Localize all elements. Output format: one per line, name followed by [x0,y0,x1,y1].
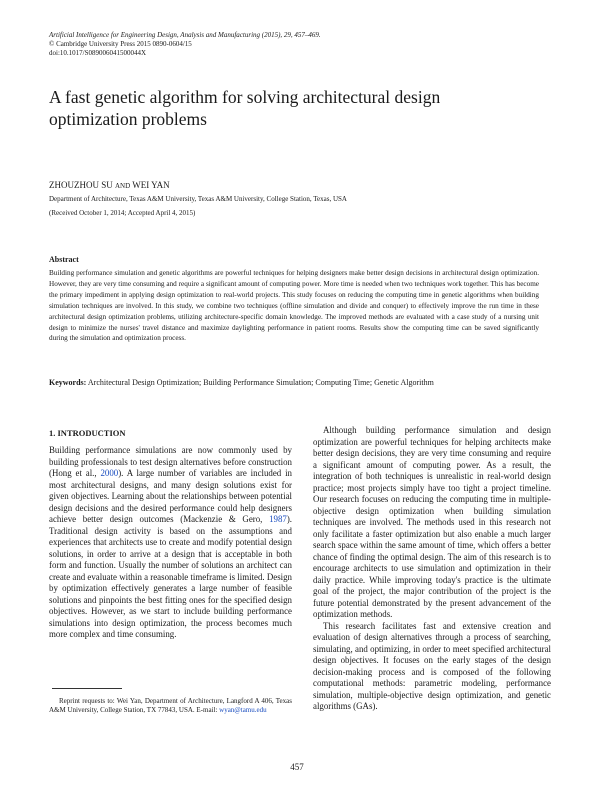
keywords-text: Architectural Design Optimization; Building Performance Simulation; Computing Time; Genetic Algorithm [87,378,434,387]
intro-text-c: ). Traditional design activity is based on the assumptions and experiences that architects use to create and modify potential design solutions, in order to arrive at a design that is acceptable in both form and function. Usually the number of solutions an architect can create and evaluate within a reasonable timeframe is limited. Design by optimization effectively generates a large number of feasible solutions and pinpoints the best fitting ones for the specified design objectives. However, as we start to include building performance simulations into design optimization, the process becomes much more complex and time consuming. [49,514,292,639]
email-link[interactable]: wyan@tamu.edu [219,706,267,715]
body-column-right [313,425,551,713]
abstract-body: Building performance simulation and genetic algorithms are powerful techniques for helping designers make better design decisions in architectural design optimization. However, they are very time consuming and require a significant amount of computing power. More time is needed when two techniques work together. This has become the primary impediment in applying design optimization to real-world projects. This study focuses on reducing the computing time in genetic algorithms when building simulation techniques are involved. In this study, we combine two techniques (offline simulation and divide and conquer) to effectively improve the run time in these architectural design optimization problems, utilizing architecture-specific domain knowledge. The improved methods are evaluated with a case study of a nursing unit design to minimize the nurses' travel distance and maximize daylighting performance in patient rooms. Results show the computing time can be saved significantly during the simulation and optimization process. [49,269,539,343]
affiliation: Department of Architecture, Texas A&M University, Texas A&M University, College Station, Texas, USA [49,195,347,203]
footnote-text: Reprint requests to: Wei Yan, Department of Architecture, Langford A 406, Texas A&M University, College Station, TX 77843, USA. E-mail: [49,697,292,715]
abstract-heading: Abstract [49,255,79,264]
intro-text-a: Building performance simulations are now commonly used by building professionals to test design alternatives before construction (Hong et al., [49,445,292,478]
intro-text-b: ). A large number of variables are included in most architectural designs, and many design solutions exist for given objectives. Learning about the relationships between potential design decisions and the desired performance could help designers achieve better design outcomes (Mackenzie & Gero, [49,468,292,524]
page-number: 457 [290,762,304,772]
section-heading: 1. INTRODUCTION [49,428,126,438]
paper-title: A fast genetic algorithm for solving architectural design optimization problems [49,87,441,129]
right-paragraph-1: Although building performance simulation and design optimization are powerful techniques for helping architects make better design decisions, they are very time consuming and require a significant amount of computing power. As a result, the integration of both techniques is unrealistic in real-world design practice; most projects simply have too tight a project timeline. Our research focuses on reducing the computing time in multiple-objective design optimization when building simulation techniques are involved. The methods used in this research not only facilitate a faster optimization but also enable a much larger search space within the same amount of time, which offers a better chance of finding the optimal design. The aim of this research is to encourage architects to use simulation and optimization in their daily practice. While improving today's practice is the ultimate goal of the project, the major contribution of the project is the future potential demonstrated by the present advancement of the optimization methods. [313,425,551,619]
footnote-rule [52,688,122,689]
copyright-line: © Cambridge University Press 2015 0890-0604/15 [49,40,192,49]
author-and: AND [115,182,131,190]
keywords [49,378,434,387]
author-1: ZHOUZHOU SU [49,180,113,190]
intro-paragraph [49,445,292,641]
author-2: WEI YAN [132,180,170,190]
doi-line: doi:10.1017/S089006041500044X [49,49,147,58]
footnote [49,697,292,716]
received-dates: (Received October 1, 2014; Accepted April 4, 2015) [49,209,196,217]
right-paragraph-2: This research facilitates fast and extensive creation and evaluation of design alternatives through a process of searching, simulating, and optimizing, in order to meet specified architectural design objectives. It focuses on the early stages of the design decision-making process and is composed of the following computational methods: parametric modeling, performance simulation, multiple-objective design optimization, and genetic algorithms (GAs). [313,620,551,711]
body-column-left [49,445,292,641]
citation-link-1987[interactable]: 1987 [269,514,287,524]
author-line [49,180,170,190]
journal-citation: Artificial Intelligence for Engineering Design, Analysis and Manufacturing (2015), 29, 457–469. [49,31,321,39]
citation-link-2000[interactable]: 2000 [100,468,119,478]
running-header [49,31,321,59]
keywords-label: Keywords: [49,378,87,387]
